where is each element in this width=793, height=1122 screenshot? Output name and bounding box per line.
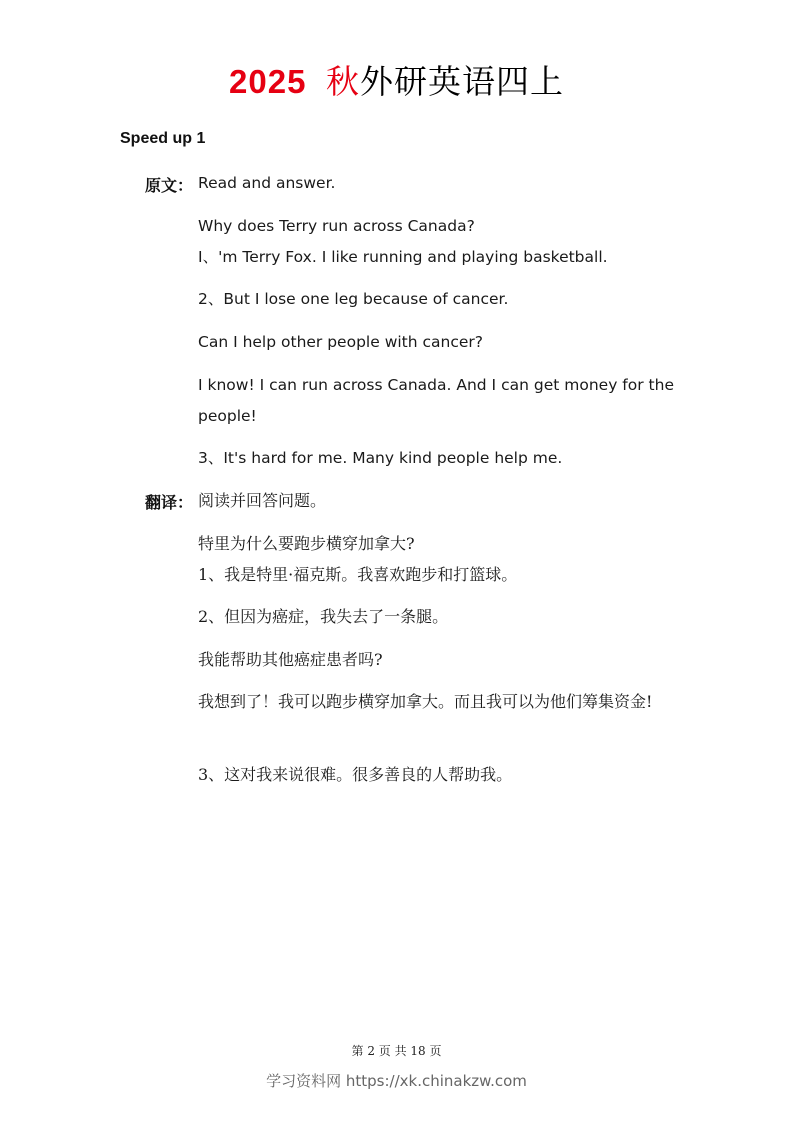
- site-watermark: 学习资料网 https://xk.chinakzw.com: [266, 1072, 527, 1090]
- translation-line: 特里为什么要跑步横穿加拿大?: [198, 534, 415, 553]
- title-rest: 外研英语四上: [359, 62, 564, 101]
- original-label: 原文：: [145, 176, 194, 195]
- title-season: 秋: [325, 62, 360, 101]
- translation-line: 我能帮助其他癌症患者吗?: [198, 650, 383, 669]
- section-heading: Speed up 1: [120, 130, 206, 147]
- translation-line: 1、我是特里·福克斯。我喜欢跑步和打篮球。: [198, 565, 518, 584]
- title-year: 2025: [229, 63, 307, 100]
- translation-line: 我想到了！我可以跑步横穿加拿大。而且我可以为他们筹集资金!: [198, 692, 653, 711]
- page-number: 第 2 页 共 18 页: [351, 1044, 442, 1058]
- original-line: Why does Terry run across Canada?: [198, 217, 475, 235]
- translation-line: 2、但因为癌症，我失去了一条腿。: [198, 607, 449, 626]
- original-line: I、'm Terry Fox. I like running and playing basketball.: [198, 248, 608, 266]
- original-line: 2、But I lose one leg because of cancer.: [198, 290, 509, 308]
- original-line: 3、It's hard for me. Many kind people help me.: [198, 449, 563, 467]
- translation-line: 3、这对我来说很难。很多善良的人帮助我。: [198, 765, 513, 784]
- original-line: Read and answer.: [198, 174, 336, 192]
- page-title: [0, 62, 793, 102]
- translation-line: 阅读并回答问题。: [198, 491, 327, 510]
- original-line: Can I help other people with cancer?: [198, 333, 484, 351]
- translation-label: 翻译：: [145, 493, 194, 512]
- original-line: I know! I can run across Canada. And I can get money for the people!: [198, 376, 674, 425]
